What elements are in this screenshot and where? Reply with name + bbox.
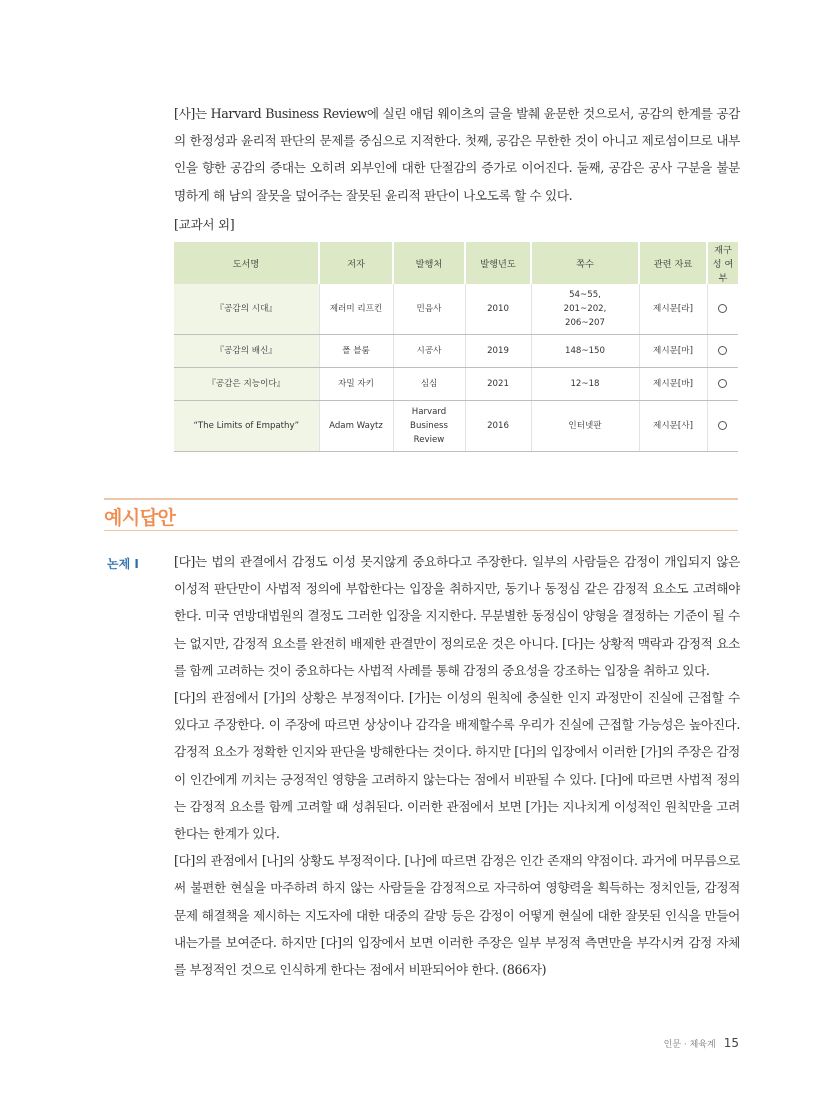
table-header-row [174, 242, 738, 284]
page-footer [664, 1036, 739, 1050]
reconstructed-circle [718, 346, 727, 355]
cell-material: 제시문[마] [639, 335, 707, 368]
table-row [174, 335, 738, 368]
cell-year: 2016 [465, 401, 531, 452]
intro-paragraph: [사]는 Harvard Business Review에 실린 애덤 웨이츠의 글을 발췌 윤문한 것으로서, 공감의 한계를 공감의 한정성과 윤리적 판단의 문제를 중심으로 지적한다. 첫째, 공감은 무한한 것이 아니고 제로섬이므로 내부인을 향한 공감의 증대는 오히려 외부인에 대한 단절감의 증가로 이어진다. 둘째, 공감은 공사 구분을 불분명하게 해 남의 잘못을 덮어주는 잘못된 윤리적 판단이 나오도록 할 수 있다. [174, 106, 740, 203]
cell-title: “The Limits of Empathy” [174, 401, 319, 452]
cell-author: 폴 블룸 [319, 335, 393, 368]
footer-section: 인문 · 체육계 [663, 1040, 716, 1050]
cell-title: 『공감의 시대』 [174, 284, 319, 335]
book-table [174, 242, 738, 452]
cell-year: 2019 [465, 335, 531, 368]
cell-reconstructed [707, 368, 738, 401]
cell-publisher: Harvard Business Review [393, 401, 465, 452]
answer-paragraph: [다]는 법의 관결에서 감정도 이성 못지않게 중요하다고 주장한다. 일부의 사람들은 감정이 개입되지 않은 이성적 판단만이 사법적 정의에 부합한다는 입장을 취하지만, 동기나 동정심 같은 감정적 요소도 고려해야 한다. 미국 연방대법원의 결정도 그러한 입장을 지지한다. 무분별한 동정심이 양형을 결정하는 기준이 될 수는 없지만, 감정적 요소를 완전히 배제한 관결만이 정의로운 것은 아니다. [다]는 상황적 맥락과 감정적 요소를 함께 고려하는 것이 중요하다는 사법적 사례를 통해 감정의 중요성을 강조하는 입장을 취하고 있다. [174, 554, 740, 678]
section-divider-bottom [104, 530, 738, 531]
page-number: 15 [723, 1036, 739, 1050]
col-header-year: 발행년도 [465, 242, 531, 284]
table-row [174, 401, 738, 452]
answer-body [174, 548, 740, 983]
answer-paragraph: [다]의 관점에서 [가]의 상황은 부정적이다. [가]는 이성의 원칙에 충실한 인지 과정만이 진실에 근접할 수 있다고 주장한다. 이 주장에 따르면 상상이나 감각을 배제할수록 우리가 진실에 근접할 가능성은 높아진다. 감정적 요소가 정확한 인지와 판단을 방해한다는 것이다. 하지만 [다]의 입장에서 이러한 [가]의 주장은 감정이 인간에게 끼치는 긍정적인 영향을 고려하지 않는다는 점에서 비판될 수 있다. [다]에 따르면 사법적 정의는 감정적 요소를 함께 고려할 때 성취된다. 이러한 관점에서 보면 [가]는 지나치게 이성적인 원칙만을 고려한다는 한계가 있다. [174, 690, 740, 842]
cell-pages: 12~18 [531, 368, 639, 401]
col-header-author: 저자 [319, 242, 393, 284]
section-divider-top [104, 498, 738, 500]
cell-pages: 인터넷판 [531, 401, 639, 452]
cell-author: 자밀 자키 [319, 368, 393, 401]
cell-pages: 54~55, 201~202, 206~207 [531, 284, 639, 335]
cell-title: 『공감은 지능이다』 [174, 368, 319, 401]
cell-material: 제시문[사] [639, 401, 707, 452]
cell-material: 제시문[라] [639, 284, 707, 335]
cell-title: 『공감의 배신』 [174, 335, 319, 368]
cell-material: 제시문[바] [639, 368, 707, 401]
cell-publisher: 민음사 [393, 284, 465, 335]
reconstructed-circle [718, 421, 727, 430]
section-title: 예시답안 [104, 507, 176, 529]
col-header-material: 관련 자료 [639, 242, 707, 284]
cell-publisher: 심심 [393, 368, 465, 401]
cell-pages: 148~150 [531, 335, 639, 368]
cell-reconstructed [707, 284, 738, 335]
source-label: [교과서 외] [174, 217, 235, 232]
cell-publisher: 시공사 [393, 335, 465, 368]
cell-reconstructed [707, 401, 738, 452]
reconstructed-circle [718, 379, 727, 388]
col-header-title: 도서명 [174, 242, 319, 284]
col-header-pages: 쪽수 [531, 242, 639, 284]
reconstructed-circle [718, 304, 727, 313]
cell-author: 제러미 리프킨 [319, 284, 393, 335]
cell-year: 2010 [465, 284, 531, 335]
topic-label: 논제 Ⅰ [107, 557, 139, 571]
cell-year: 2021 [465, 368, 531, 401]
cell-author: Adam Waytz [319, 401, 393, 452]
cell-reconstructed [707, 335, 738, 368]
col-header-publisher: 발행처 [393, 242, 465, 284]
table-row [174, 284, 738, 335]
col-header-reconstructed: 재구성 여부 [707, 242, 738, 284]
answer-paragraph: [다]의 관점에서 [나]의 상황도 부정적이다. [나]에 따르면 감정은 인간 존재의 약점이다. 과거에 머무름으로써 불편한 현실을 마주하려 하지 않는 사람들을 감정적으로 자극하여 영향력을 획득하는 정치인들, 감정적 문제 해결책을 제시하는 지도자에 대한 대중의 갈망 등은 감정이 어떻게 현실에 대한 잘못된 인식을 만들어 내는가를 보여준다. 하지만 [다]의 입장에서 보면 이러한 주장은 일부 부정적 측면만을 부각시켜 감정 자체를 부정적인 것으로 인식하게 한다는 점에서 비판되어야 한다. (866자) [174, 853, 740, 978]
table-row [174, 368, 738, 401]
